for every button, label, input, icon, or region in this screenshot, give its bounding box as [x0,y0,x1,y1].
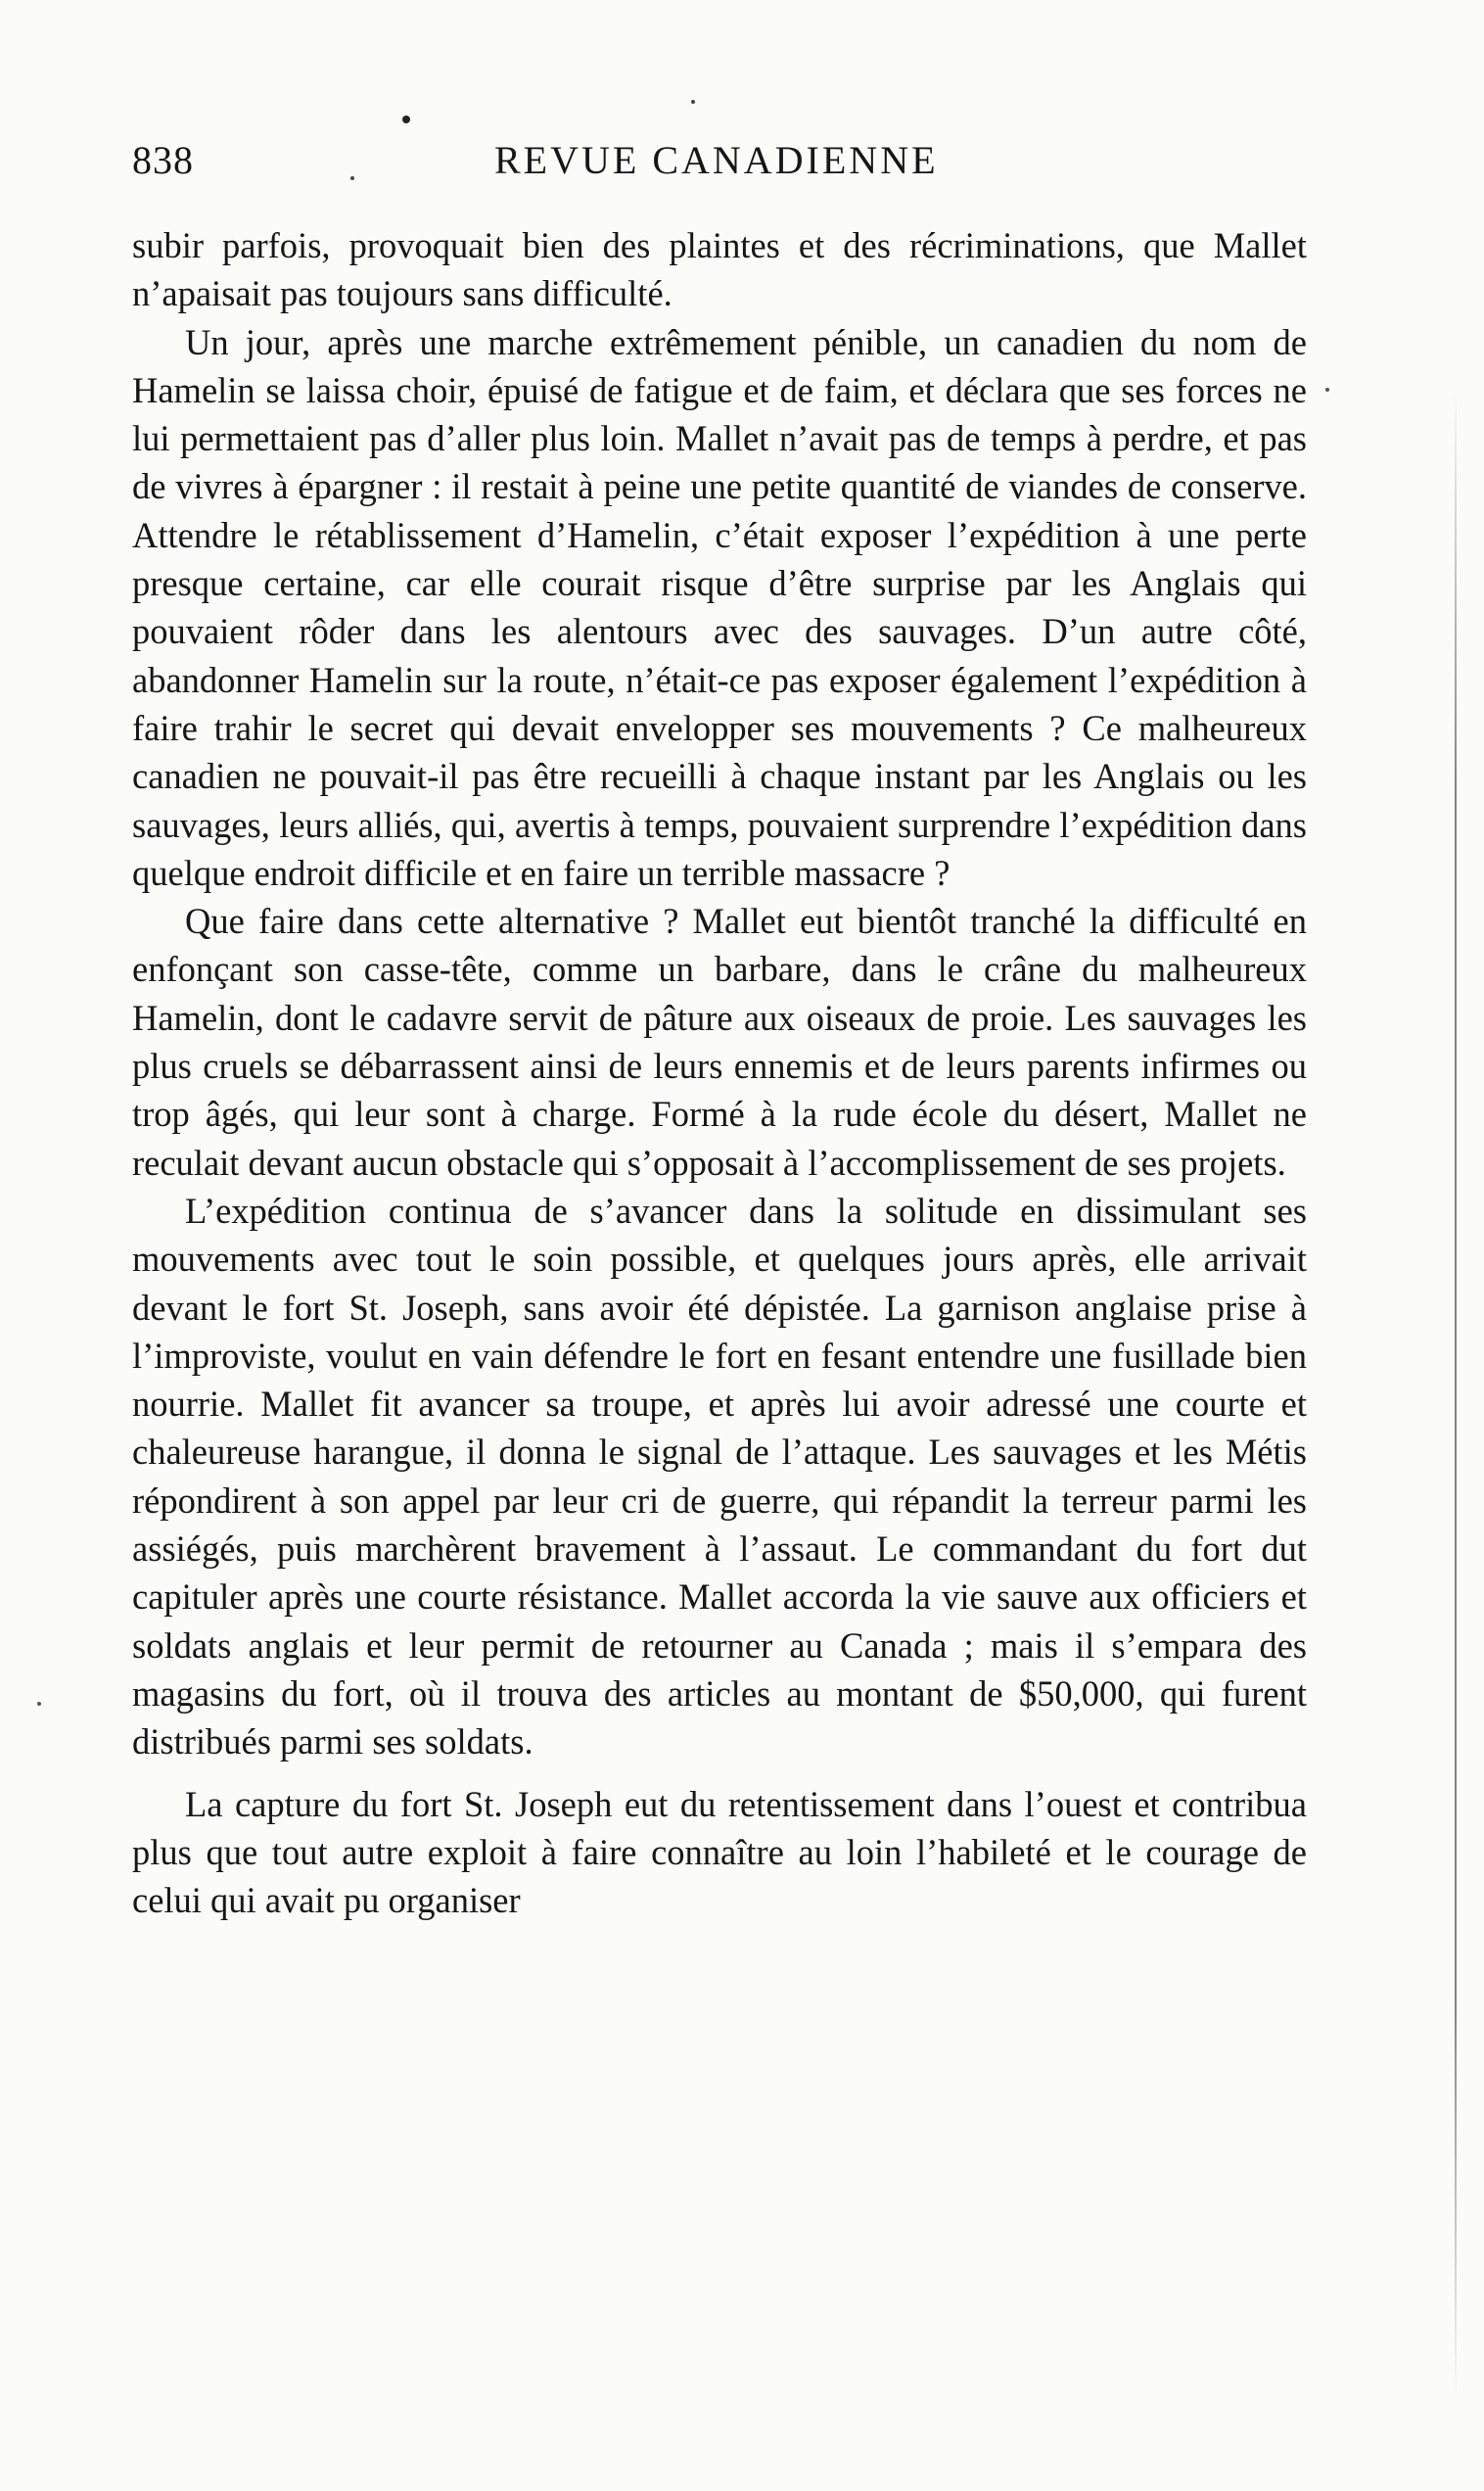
speck [402,116,410,123]
speck [1325,388,1329,392]
speck [691,100,695,104]
running-head: REVUE CANADIENNE [494,138,939,182]
speck [37,1702,41,1706]
paragraph-hamelin: Un jour, après une marche extrêmement pénible, un canadien du nom de Hamelin se laissa choir, épuisé de fatigue et de faim, et déclara que ses forces ne lui permettaient pas d’aller plus loin. Mallet n’avait pas de temps à perdre, et pas de vivres à épargner : il restait à peine une petite quantité de viandes de conserve. Attendre le rétablissement d’Hamelin, c’était exposer l’expédition à une perte presque certaine, car elle courait risque d’être surprise par les Anglais qui pouvaient rôder dans les alentours avec des sauvages. D’un autre côté, abandonner Hamelin sur la route, n’était-ce pas exposer également l’expédition à faire trahir le secret qui devait envelopper ses mouvements ? Ce malheureux canadien ne pouvait-il pas être recueilli à chaque instant par les Anglais ou les sauvages, leurs alliés, qui, avertis à temps, pouvaient surprendre l’expédition dans quelque endroit difficile et en faire un terrible massacre ? [132,321,1307,893]
paragraph-capture: La capture du fort St. Joseph eut du retentissement dans l’ouest et contribua plus que tout autre exploit à faire connaître au loin l’habileté et le courage de celui qui avait pu organiser [132,1783,1307,1921]
paragraph-expedition: L’expédition continua de s’avancer dans la solitude en dissimulant ses mouvements avec tout le soin possible, et quelques jours après, elle arrivait devant le fort St. Joseph, sans avoir été dépistée. La garnison anglaise prise à l’improviste, voulut en vain défendre le fort en fesant entendre une fusillade bien nourrie. Mallet fit avancer sa troupe, et après lui avoir adressé une courte et chaleureuse harangue, il donna le signal de l’attaque. Les sauvages et les Métis répondirent à son appel par leur cri de guerre, qui répandit la terreur parmi les assiégés, puis marchèrent bravement à l’assaut. Le commandant du fort dut capituler après une courte résistance. Mallet accorda la vie sauve aux officiers et soldats anglais et leur permit de retourner au Canada ; mais il s’empara des magasins du fort, où il trouva des articles au montant de $50,000, qui furent distribués parmi ses soldats. [132,1190,1307,1762]
paragraph-alternative: Que faire dans cette alternative ? Mallet eut bientôt tranché la difficulté en enfonçant son casse-tête, comme un barbare, dans le crâne du malheureux Hamelin, dont le cadavre servit de pâture aux oiseaux de proie. Les sauvages les plus cruels se débarrassent ainsi de leurs ennemis et de leurs parents infirmes ou trop âgés, qui leur sont à charge. Formé à la rude école du désert, Mallet ne reculait devant aucun obstacle qui s’opposait à l’accomplissement de ses projets. [132,901,1307,1183]
page-edge-shadow [1455,392,1457,2399]
paragraph-continued: subir parfois, provoquait bien des plaintes et des récriminations, que Mallet n’apaisait pas toujours sans difficulté. [132,225,1307,314]
page-number: 838 [132,138,194,182]
page-header [132,137,1307,196]
body-text [132,221,1307,1924]
